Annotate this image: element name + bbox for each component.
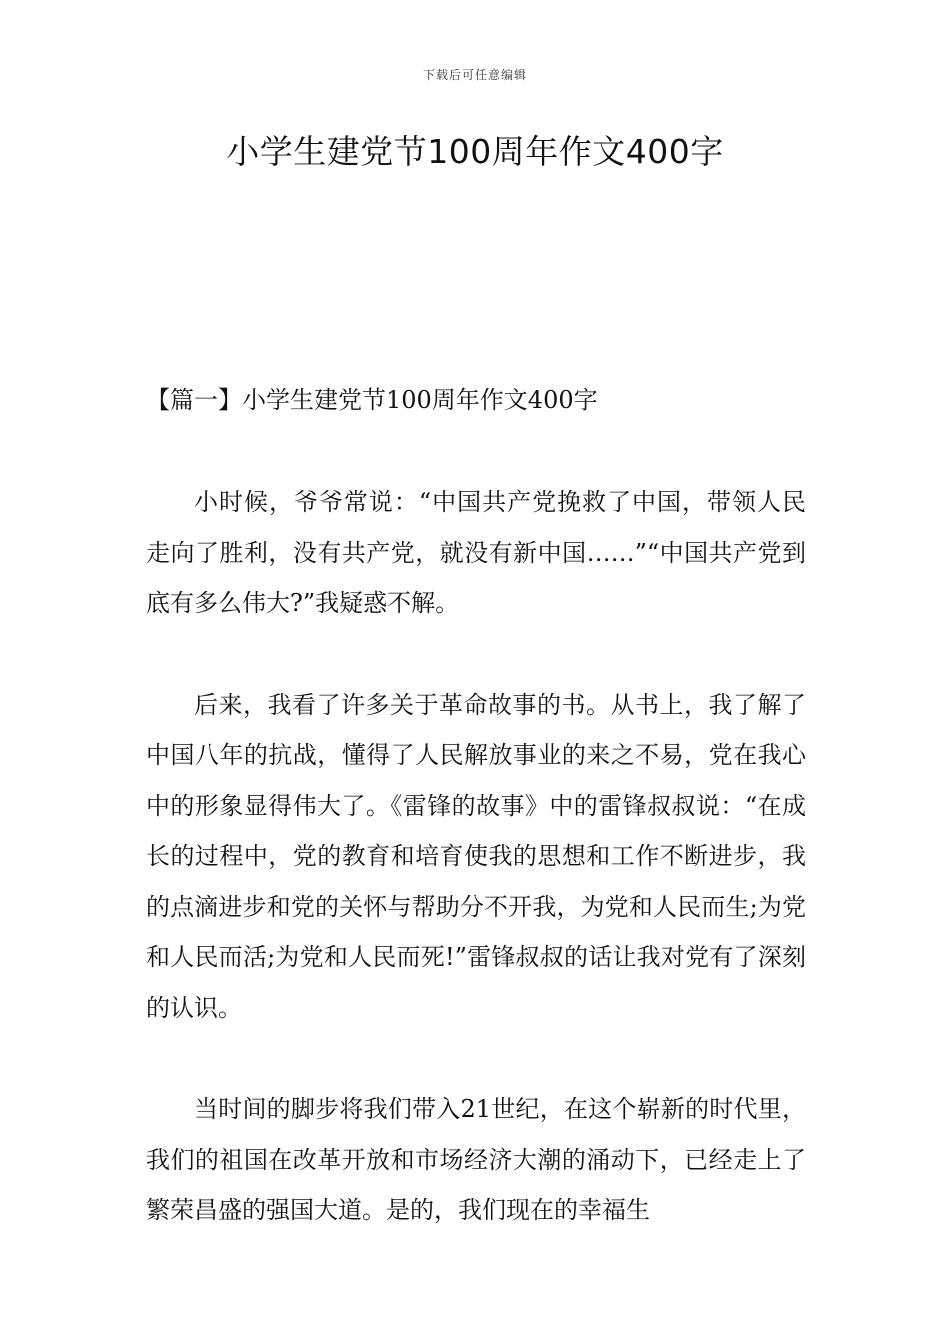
paragraph-1: 小时候，爷爷常说：“中国共产党挽救了中国，带领人民走向了胜利，没有共产党，就没有新中国……”“中国共产党到底有多么伟大?”我疑惑不解。 [146, 488, 806, 617]
section-heading: 【篇一】小学生建党节100周年作文400字 [146, 386, 598, 414]
document-body [146, 477, 806, 1287]
header-note: 下载后可任意编辑 [422, 68, 527, 82]
document-title: 小学生建党节100周年作文400字 [226, 132, 724, 171]
paragraph-3: 当时间的脚步将我们带入21世纪，在这个崭新的时代里，我们的祖国在改革开放和市场经济大潮的涌动下，已经走上了繁荣昌盛的强国大道。是的，我们现在的幸福生 [146, 1095, 806, 1224]
paragraph-2: 后来，我看了许多关于革命故事的书。从书上，我了解了中国八年的抗战，懂得了人民解放事业的来之不易，党在我心中的形象显得伟大了。《雷锋的故事》中的雷锋叔叔说：“在成长的过程中，党的教育和培育使我的思想和工作不断进步，我的点滴进步和党的关怀与帮助分不开我，为党和人民而生;为党和人民而活;为党和人民而死!”雷锋叔叔的话让我对党有了深刻的认识。 [146, 690, 806, 1022]
